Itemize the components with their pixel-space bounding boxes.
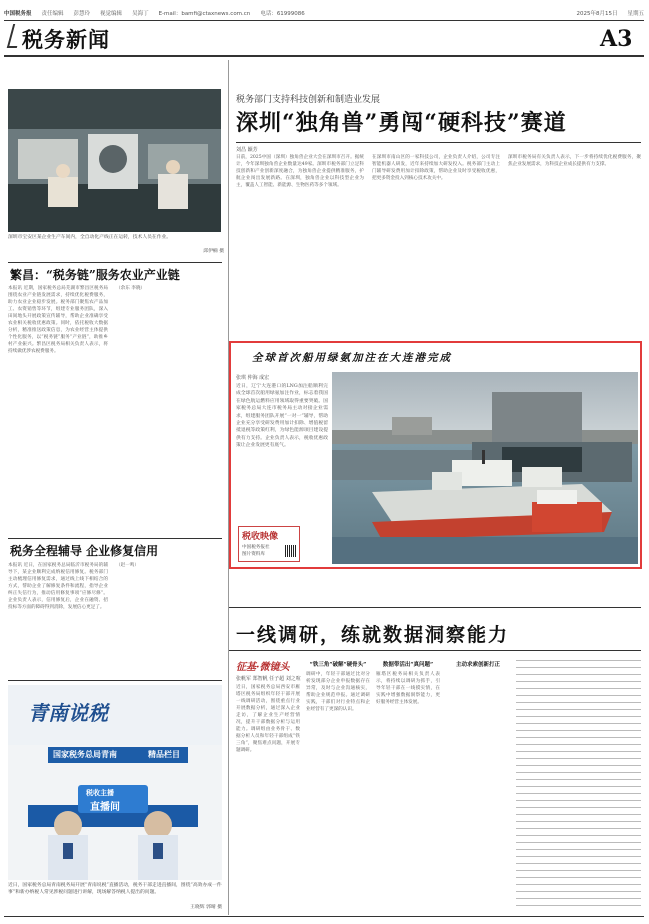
email-text: E-mail：bamfi@ctaxnews.com.cn: [158, 11, 251, 17]
live-room-left: 税收主播: [86, 789, 114, 797]
left-story2-byline: （赵一鸣）: [116, 563, 139, 568]
live-room-right: 直播间: [90, 802, 120, 813]
top-info-bar: [4, 6, 644, 20]
badge-title: 税收映像: [242, 532, 279, 542]
lead-rule: [236, 142, 641, 143]
feature-body: 近日，辽宁大连港口的LNG加注船顺利完成全球首次船用绿氨加注作业，标志着我国在绿色航运燃料应用领域取得重要突破。国家税务总局大连市税务局主动对接企业需求，组建服务团队开展“一对一”辅导，帮助企业充分享受研发费用加计扣除、增值税留抵退税等政策红利，为绿色能源项目建设提供有力支持。企业负责人表示，税收优惠政策让企业发展更有底气。: [236, 384, 328, 449]
left-story2-headline: 税务全程辅导 企业修复信用: [10, 544, 159, 558]
live-rule: [8, 680, 222, 681]
left-story1-rule: [8, 262, 222, 263]
lead-byline: 刘昌 颖芳: [236, 147, 258, 153]
badge-sub2: 图片资料库: [242, 552, 265, 557]
dept-label: 责任编辑: [41, 11, 64, 17]
top-rule: [4, 20, 644, 21]
photo-library-badge: [238, 526, 300, 562]
weekday-text: 星期五: [627, 11, 644, 17]
live-sub1: 国家税务总局青南: [53, 750, 117, 759]
survey-body-col1: 近日，国家税务总局西安市雁塔区税务局组织年轻干部开展一线调研活动，围绕重点行业开展数据分析，通过深入企业走访，了解企业生产经营情况，提升干部数据分析与运用能力。调研组由业务骨干、数据分析人员和年轻干部组成“铁三角”，聚焦难点问题，开展专题调研。: [236, 685, 300, 753]
badge-sub: 中国税务报社: [242, 545, 270, 550]
left-story1-body-col2: [116, 285, 222, 520]
livestream-photo: [8, 685, 222, 880]
qr-code-icon: [285, 545, 297, 557]
livestream-credit: 王晓辉 郭晴 摄: [150, 904, 222, 911]
survey-body-col3: 雁塔区税务局相关负责人表示，将持续以调研为抓手，引导年轻干部在一线摸实情，在实践中增强数据洞察能力，更好服务经营主体发展。: [376, 672, 440, 705]
livestream-caption: 近日，国家税务总局青南税务局开展“青南说税”直播活动，税务干部走进直播间，围绕“高效办成一件事”和新办纳税人常见涉税问题进行讲解，现场解答纳税人提出的问题。: [8, 883, 222, 895]
lead-body-col1: 日前，2025中国（深圳）独角兽企业大会在深圳市召开。据统计，今年深圳独角兽企业数量达49家。深圳市税务部门立足科技创新和产业创新深度融合，为独角兽企业提供精准服务，护航企业闯出发展新路。在深圳，独角兽企业以科技型企业为主，覆盖人工智能、新能源、生物医药等多个领域。: [236, 155, 364, 188]
left-story1-headline: 繁昌：“税务链”服务农业产业链: [10, 268, 180, 282]
survey-subhead3: 主动求索创新打正: [455, 662, 500, 668]
editor-name: 彭慧玲: [73, 11, 91, 17]
survey-rule-2: [229, 650, 641, 651]
survey-rule: [229, 607, 641, 608]
left-story1-byline: （余东 李晓）: [116, 286, 146, 291]
section-title: 税务新闻: [22, 27, 110, 52]
survey-col4: [446, 660, 510, 910]
page-number: A3: [600, 26, 633, 52]
designer-name: 吴海丁: [132, 11, 149, 17]
phone-text: 电话：61999086: [260, 11, 305, 17]
lead-kicker: 税务部门支持科技创新和制造业发展: [236, 95, 381, 105]
left-story2-body: 本报讯 近日，在国家税务总局临沂市税务局的辅导下，某企业顺利完成纳税信用修复。税务部门主动梳理信用修复需求，通过线上线下相结合的方式，帮助企业了解修复条件和流程，指导企业纠正失信行为，推动信用修复事项“应修尽修”。企业负责人表示，信用修复后，企业在融资、招投标等方面的障碍得到消除，发展信心更足了。: [8, 563, 108, 610]
live-sub2: 精品栏目: [148, 750, 180, 759]
factory-photo-credit: 邱伊楠 摄: [203, 249, 224, 254]
feature-headline: 全球首次船用绿氨加注在大连港完成: [252, 352, 452, 364]
survey-byline: 张帆军 郑智帆 任子超 刘之喧: [236, 676, 301, 682]
header-rule: [4, 55, 644, 57]
ship-photo: [332, 372, 638, 564]
feature-byline: 张琪 仲海 成宏: [236, 375, 270, 381]
lead-body-col2: 在深圳市南山区的一家科技公司，企业负责人介绍，公司专注智能机器人研发，近年来持续加大研发投入。税务部门主动上门辅导研发费用加计扣除政策，帮助企业及时享受税收优惠，把更多资金投入到核心技术攻关中。: [372, 155, 500, 181]
paper-name: 中国税务报: [4, 11, 32, 17]
factory-photo-caption: 深圳市宝安区某企业生产车间内，全自动化产线正在运转，技术人员在作业。: [8, 235, 172, 240]
live-brand: 青南说税: [28, 701, 108, 725]
survey-col3: [376, 660, 440, 910]
survey-body-col2: 调研中，年轻干部通过比对分析发现部分企业申报数据存在异常，及时与企业沟通核实，帮助企业规范申报。通过调研实践，干部们对行业特点和企业经营有了更深的认识。: [306, 672, 370, 712]
date-text: 2025年8月15日: [576, 11, 618, 17]
survey-column-tag: 征基·微镜头: [236, 662, 290, 673]
lead-headline: 深圳“独角兽”勇闯“硬科技”赛道: [236, 110, 567, 136]
lead-body-col3: 深圳市税务局有关负责人表示，下一步将持续优化税费服务，聚焦企业发展需求，为科技企业成长提供有力支撑。: [508, 155, 641, 167]
left-story2-body-col2: [116, 562, 222, 672]
designer-label: 视觉编辑: [100, 11, 123, 17]
column-divider: [228, 60, 229, 915]
left-story2-rule: [8, 538, 222, 539]
left-story1-body: 本报讯 近期，国家税务总局芜湖市繁昌区税务局围绕农业产业链发展需求，持续优化税费服务，助力农业企业稳步发展。税务部门聚焦农产品加工、农资销售等环节，组建专业服务团队，深入田间地头开展政策宣传辅导，帮助企业准确享受农业相关税收优惠政策。同时，依托税收大数据分析，精准推送政策信息，为农业经营主体提供个性化服务，以“税务链”服务“产业链”，助推乡村产业振兴。繁昌区税务局相关负责人表示，将持续做优涉农税费服务。: [8, 286, 108, 354]
bottom-rule: [4, 916, 644, 917]
header-corner-ornament: [7, 24, 23, 48]
survey-headline: 一线调研，练就数据洞察能力: [236, 624, 510, 646]
survey-subhead1: “铁三角”破解“硬骨头”: [309, 662, 367, 668]
factory-photo: [8, 89, 221, 232]
survey-body-col5: [516, 660, 641, 910]
survey-col2: [306, 660, 370, 910]
survey-subhead2: 数据带活出“真问题”: [382, 662, 434, 668]
